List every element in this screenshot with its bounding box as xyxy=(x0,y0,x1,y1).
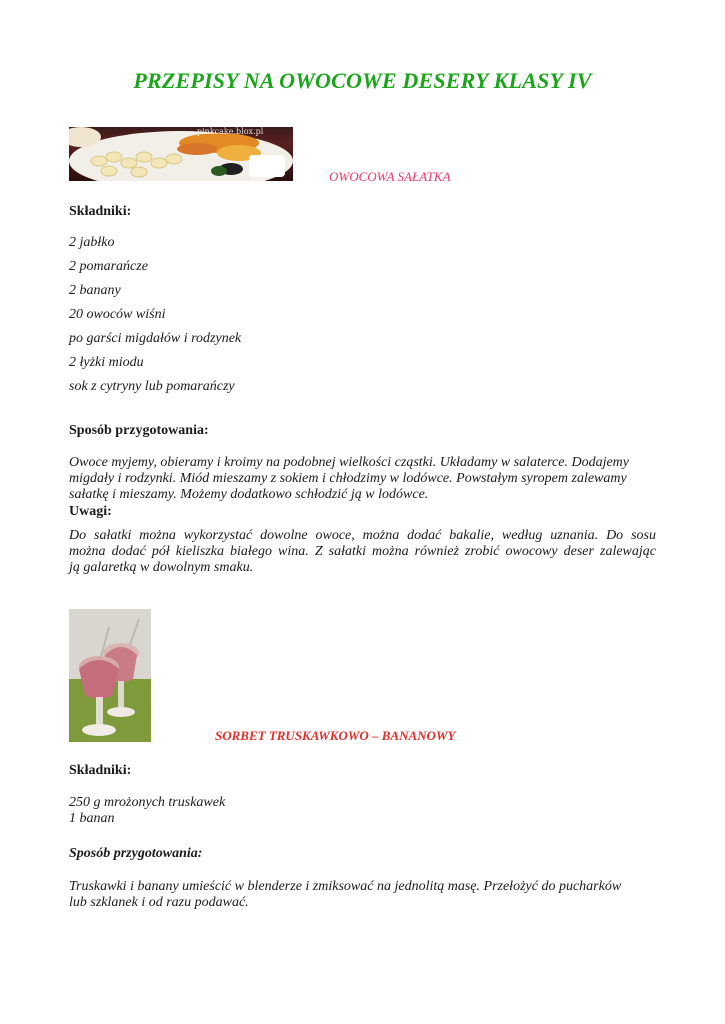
text-line: Do sałatki można wykorzystać dowolne owoce, można dodać bakalie, według uznania. Do sosu xyxy=(69,528,656,543)
text-line: Owoce myjemy, obieramy i kroimy na podobnej wielkości cząstki. Układamy w salaterce. Dodajemy xyxy=(69,455,629,470)
list-item: sok z cytryny lub pomarańczy xyxy=(69,379,235,394)
recipe1-notes-text xyxy=(69,528,656,576)
list-item: 1 banan xyxy=(69,811,115,826)
fruit-salad-photo xyxy=(69,127,293,181)
list-item: 2 pomarańcze xyxy=(69,259,148,274)
text-line: lub szklanek i od razu podawać. xyxy=(69,895,249,910)
list-item: po garści migdałów i rodzynek xyxy=(69,331,242,346)
text-line: sałatkę i mieszamy. Możemy dodatkowo schłodzić ją w lodówce. xyxy=(69,487,429,502)
text-line: migdały i rodzynki. Miód mieszamy z sokiem i chłodzimy w lodówce. Powstałym syropem zalewamy xyxy=(69,471,627,486)
recipe2-ingredient-list xyxy=(69,795,656,827)
page-title: PRZEPISY NA OWOCOWE DESERY KLASY IV xyxy=(133,68,592,93)
recipe1-title: OWOCOWA SAŁATKA xyxy=(329,169,451,184)
text-line: ją galaretką w dowolnym smaku. xyxy=(69,560,254,575)
recipe1-notes-label: Uwagi: xyxy=(69,504,112,519)
text-line: można dodać pół kieliszka białego wina. Z sałatki można również zrobić owocowy deser zalewając xyxy=(69,544,656,559)
list-item: 250 g mrożonych truskawek xyxy=(69,795,226,810)
sorbet-photo xyxy=(69,609,151,742)
recipe1-ingredients-label: Składniki: xyxy=(69,204,132,219)
list-item: 2 jabłko xyxy=(69,235,115,250)
text-line: Truskawki i banany umieścić w blenderze i zmiksować na jednolitą masę. Przełożyć do pucharków xyxy=(69,879,622,894)
recipe2-ingredients-label: Składniki: xyxy=(69,763,132,778)
recipe1-method-label: Sposób przygotowania: xyxy=(69,423,209,438)
watermark: pinkcake.blox.pl xyxy=(197,127,264,136)
recipe2-method-text xyxy=(69,879,656,911)
recipe2-method-label: Sposób przygotowania: xyxy=(69,846,203,861)
list-item: 2 łyżki miodu xyxy=(69,355,144,370)
list-item: 2 banany xyxy=(69,283,121,298)
recipe1-ingredient-list xyxy=(69,235,241,403)
recipe2-title: SORBET TRUSKAWKOWO – BANANOWY xyxy=(215,728,456,743)
recipe1-method-text xyxy=(69,455,656,503)
list-item: 20 owoców wiśni xyxy=(69,307,166,322)
